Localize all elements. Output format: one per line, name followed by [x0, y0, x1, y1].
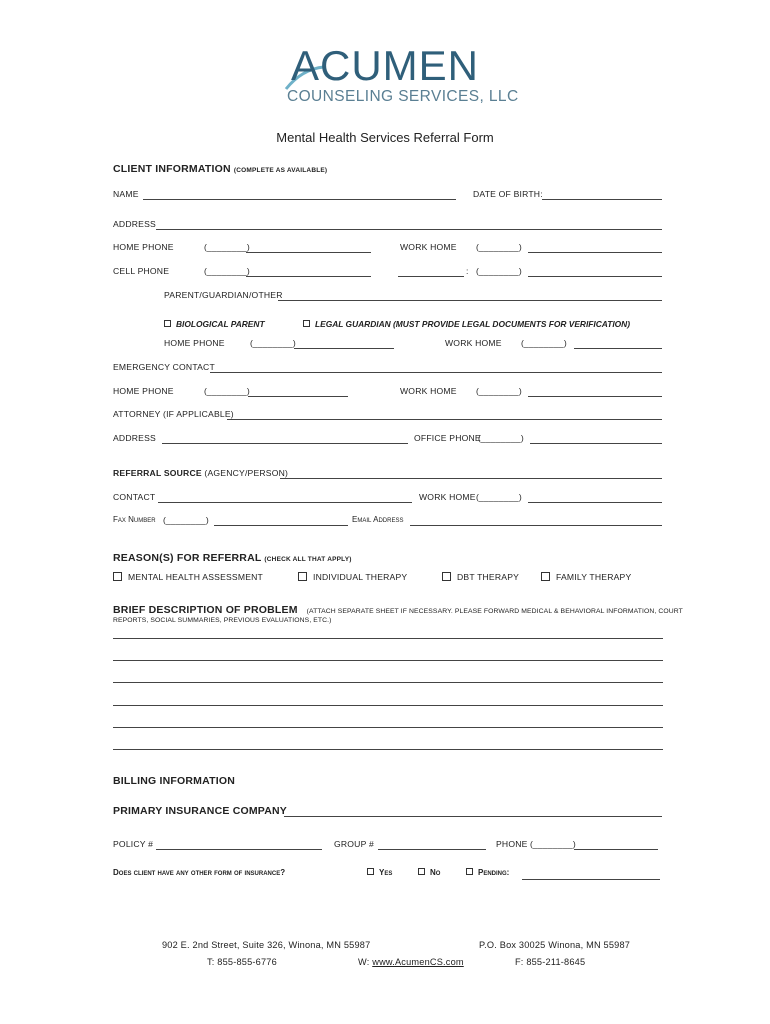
email-field[interactable] [410, 525, 662, 526]
referral-source-note: (AGENCY/PERSON) [204, 468, 289, 478]
billing-phone-area[interactable]: (________) [530, 839, 576, 849]
home-phone-field[interactable] [246, 252, 371, 253]
footer-po-box: P.O. Box 30025 Winona, MN 55987 [479, 940, 631, 950]
home-phone-label: HOME PHONE [113, 242, 174, 252]
reason-mental-health[interactable] [113, 572, 263, 582]
cell-extra-number[interactable] [528, 276, 662, 277]
reason-family-label: FAMILY THERAPY [556, 572, 632, 582]
bio-parent-checkbox[interactable] [164, 320, 171, 327]
fax-field[interactable] [214, 525, 348, 526]
contact-label: CONTACT [113, 492, 156, 502]
legal-guardian-checkbox[interactable] [303, 320, 310, 327]
yes-checkbox[interactable] [367, 868, 374, 875]
billing-phone-label: PHONE [496, 839, 528, 849]
footer-web-label: W: [358, 957, 370, 967]
referral-source-label [113, 468, 288, 478]
logo-name: ACUMEN [291, 42, 480, 89]
cell-extra-colon: : [466, 266, 469, 276]
reason-family[interactable] [541, 572, 631, 582]
policy-field[interactable] [156, 849, 322, 850]
problem-line-4[interactable] [113, 705, 663, 706]
legal-guardian-option[interactable] [303, 314, 630, 332]
referral-source-title: REFERRAL SOURCE [113, 468, 202, 478]
cell-extra-area[interactable]: (________) [476, 266, 522, 276]
reasons-title: REASON(S) FOR REFERRAL [113, 552, 262, 564]
company-logo [286, 40, 519, 110]
em-home-phone-area[interactable]: (________) [204, 386, 250, 396]
em-work-home-area[interactable]: (________) [476, 386, 522, 396]
parent-label: PARENT/GUARDIAN/OTHER [164, 290, 283, 300]
contact-work-home-label: WORK HOME [419, 492, 476, 502]
dob-label: DATE OF BIRTH: [473, 189, 543, 199]
att-address-field[interactable] [162, 443, 408, 444]
client-info-title: CLIENT INFORMATION [113, 163, 231, 175]
home-phone-area[interactable]: (________) [204, 242, 250, 252]
em-work-home-field[interactable] [528, 396, 662, 397]
insurance-label: PRIMARY INSURANCE COMPANY [113, 805, 287, 817]
reasons-heading [113, 552, 352, 564]
reason-mental-health-checkbox[interactable] [113, 572, 122, 581]
office-phone-area[interactable]: (________) [478, 433, 524, 443]
other-insurance-label: Does client have any other form of insurance? [113, 868, 286, 877]
bio-parent-label: BIOLOGICAL PARENT [176, 319, 265, 329]
attorney-field[interactable] [227, 419, 662, 420]
referral-source-field[interactable] [280, 478, 662, 479]
website-link[interactable]: www.AcumenCS.com [372, 957, 464, 967]
contact-work-home-area[interactable]: (________) [476, 492, 522, 502]
cell-extra-field[interactable] [398, 276, 464, 277]
logo-subtitle: COUNSELING SERVICES, LLC [287, 88, 519, 105]
att-address-label: ADDRESS [113, 433, 156, 443]
emergency-field[interactable] [210, 372, 662, 373]
legal-guardian-label: LEGAL GUARDIAN (MUST PROVIDE LEGAL DOCUMENTS FOR VERIFICATION) [315, 319, 630, 329]
reasons-note: (CHECK ALL THAT APPLY) [264, 556, 352, 563]
client-info-note: (COMPLETE AS AVAILABLE) [233, 167, 328, 174]
email-label: Email Address [352, 515, 404, 524]
fax-area[interactable]: (________) [163, 515, 209, 525]
footer-fax: F: 855-211-8645 [515, 957, 586, 967]
other-ins-yes[interactable] [367, 868, 392, 877]
billing-heading: BILLING INFORMATION [113, 775, 236, 787]
problem-line-5[interactable] [113, 727, 663, 728]
parent-field[interactable] [278, 300, 662, 301]
yes-label: Yes [379, 868, 393, 877]
group-field[interactable] [378, 849, 486, 850]
form-title: Mental Health Services Referral Form [276, 130, 494, 145]
address-label: ADDRESS [113, 219, 156, 229]
office-phone-label: OFFICE PHONE [414, 433, 481, 443]
reason-dbt-label: DBT THERAPY [457, 572, 520, 582]
dob-field[interactable] [542, 199, 662, 200]
contact-field[interactable] [158, 502, 412, 503]
guardian-work-home-area[interactable]: (________) [521, 338, 567, 348]
em-home-phone-label: HOME PHONE [113, 386, 174, 396]
work-home-area[interactable]: (________) [476, 242, 522, 252]
footer-address: 902 E. 2nd Street, Suite 326, Winona, MN 55987 [162, 940, 371, 950]
other-ins-no[interactable] [418, 868, 440, 877]
policy-label: POLICY # [113, 839, 154, 849]
client-info-heading [113, 163, 327, 175]
contact-work-home-field[interactable] [528, 502, 662, 503]
fax-label: Fax Number [113, 515, 156, 524]
problem-line-1[interactable] [113, 638, 663, 639]
guardian-work-home-field[interactable] [574, 348, 662, 349]
footer-web [358, 957, 464, 967]
reason-individual-checkbox[interactable] [298, 572, 307, 581]
no-label: No [430, 868, 441, 877]
reason-individual-label: INDIVIDUAL THERAPY [313, 572, 408, 582]
name-field[interactable] [143, 199, 456, 200]
pending-checkbox[interactable] [466, 868, 473, 875]
guardian-home-phone-field[interactable] [294, 348, 394, 349]
guardian-home-phone-label: HOME PHONE [164, 338, 225, 348]
cell-phone-field[interactable] [246, 276, 371, 277]
emergency-label: EMERGENCY CONTACT [113, 362, 215, 372]
reason-mental-health-label: MENTAL HEALTH ASSESSMENT [128, 572, 264, 582]
problem-title: BRIEF DESCRIPTION OF PROBLEM [113, 604, 298, 616]
bio-parent-option[interactable] [164, 314, 265, 332]
pending-label: Pending: [478, 868, 510, 877]
problem-line-2[interactable] [113, 660, 663, 661]
name-label: NAME [113, 189, 139, 199]
no-checkbox[interactable] [418, 868, 425, 875]
problem-heading-row [113, 600, 683, 618]
guardian-work-home-label: WORK HOME [445, 338, 502, 348]
problem-line-3[interactable] [113, 682, 663, 683]
reason-dbt-checkbox[interactable] [442, 572, 451, 581]
cell-phone-area[interactable]: (________) [204, 266, 250, 276]
insurance-field[interactable] [284, 816, 662, 817]
work-home-label: WORK HOME [400, 242, 457, 252]
problem-note-2: REPORTS, SOCIAL SUMMARIES, PREVIOUS EVALUATIONS, ETC.) [113, 617, 332, 624]
em-work-home-label: WORK HOME [400, 386, 457, 396]
problem-line-6[interactable] [113, 749, 663, 750]
reason-family-checkbox[interactable] [541, 572, 550, 581]
office-phone-field[interactable] [530, 443, 662, 444]
footer-tel: T: 855-855-6776 [207, 957, 277, 967]
address-field[interactable] [156, 229, 662, 230]
pending-field[interactable] [522, 879, 660, 880]
cell-phone-label: CELL PHONE [113, 266, 170, 276]
reason-dbt[interactable] [442, 572, 519, 582]
reason-individual[interactable] [298, 572, 407, 582]
em-home-phone-field[interactable] [248, 396, 348, 397]
attorney-label: ATTORNEY (IF APPLICABLE) [113, 409, 234, 419]
billing-phone-field[interactable] [574, 849, 658, 850]
group-label: GROUP # [334, 839, 374, 849]
other-ins-pending[interactable] [466, 868, 509, 877]
work-home-field[interactable] [528, 252, 662, 253]
problem-note-1: (ATTACH SEPARATE SHEET IF NECESSARY. PLEASE FORWARD MEDICAL & BEHAVIORAL INFORMATION, COURT [306, 608, 683, 615]
guardian-home-phone-area[interactable]: (________) [250, 338, 296, 348]
